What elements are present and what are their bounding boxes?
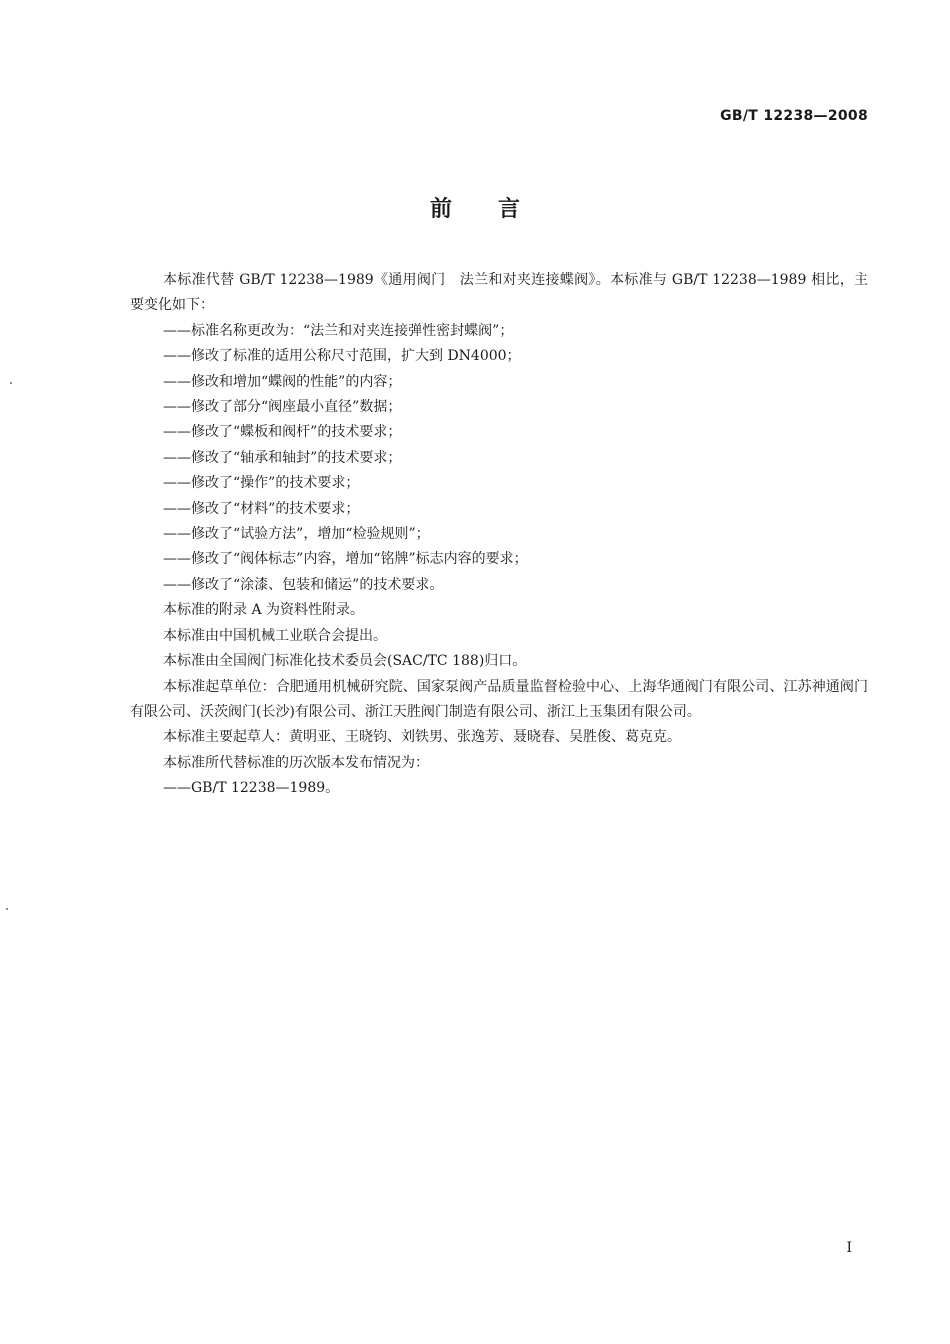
change-item: ——修改了部分“阀座最小直径”数据；	[163, 399, 402, 416]
change-item: ——修改了“轴承和轴封”的技术要求；	[163, 449, 402, 466]
page-title: 前言	[429, 197, 566, 222]
proposed-by-paragraph: 本标准由中国机械工业联合会提出。	[163, 627, 387, 644]
change-item: ——修改和增加“蝶阀的性能”的内容；	[163, 373, 402, 390]
drafting-units-paragraph: 本标准起草单位：合肥通用机械研究院、国家泵阀产品质量监督检验中心、上海华通阀门有限公司、江苏神通阀门有限公司、沃茨阀门(长沙)有限公司、浙江天胜阀门制造有限公司、浙江上玉集团有限公司。	[130, 678, 868, 720]
history-intro-paragraph: 本标准所代替标准的历次版本发布情况为：	[163, 754, 429, 771]
standard-number: GB/T 12238—2008	[720, 108, 868, 124]
intro-paragraph: 本标准代替 GB/T 12238—1989《通用阀门 法兰和对夹连接蝶阀》。本标准与 GB/T 12238—1989 相比，主要变化如下：	[130, 272, 868, 314]
change-item: ——修改了“蝶板和阀杆”的技术要求；	[163, 424, 402, 441]
foreword-body	[130, 268, 868, 802]
appendix-paragraph: 本标准的附录 A 为资料性附录。	[163, 602, 365, 619]
change-item: ——修改了“涂漆、包装和储运”的技术要求。	[163, 576, 444, 593]
page-number: I	[846, 1240, 852, 1256]
managed-by-paragraph: 本标准由全国阀门标准化技术委员会(SAC/TC 188)归口。	[163, 653, 527, 670]
drafters-paragraph: 本标准主要起草人：黄明亚、王晓钧、刘铁男、张逸芳、聂晓春、吴胜俊、葛克克。	[163, 729, 681, 746]
history-item: ——GB/T 12238—1989。	[163, 780, 340, 797]
change-item: ——修改了“阀体标志”内容，增加“铭牌”标志内容的要求；	[163, 551, 528, 568]
change-item: ——修改了“试验方法”，增加“检验规则”；	[163, 526, 430, 543]
scan-speck	[6, 908, 8, 910]
change-item: ——修改了“材料”的技术要求；	[163, 500, 360, 517]
change-item: ——修改了标准的适用公称尺寸范围，扩大到 DN4000；	[163, 348, 521, 365]
change-item: ——标准名称更改为：“法兰和对夹连接弹性密封蝶阀”；	[163, 322, 514, 339]
change-item: ——修改了“操作”的技术要求；	[163, 475, 360, 492]
scan-speck	[10, 382, 12, 384]
